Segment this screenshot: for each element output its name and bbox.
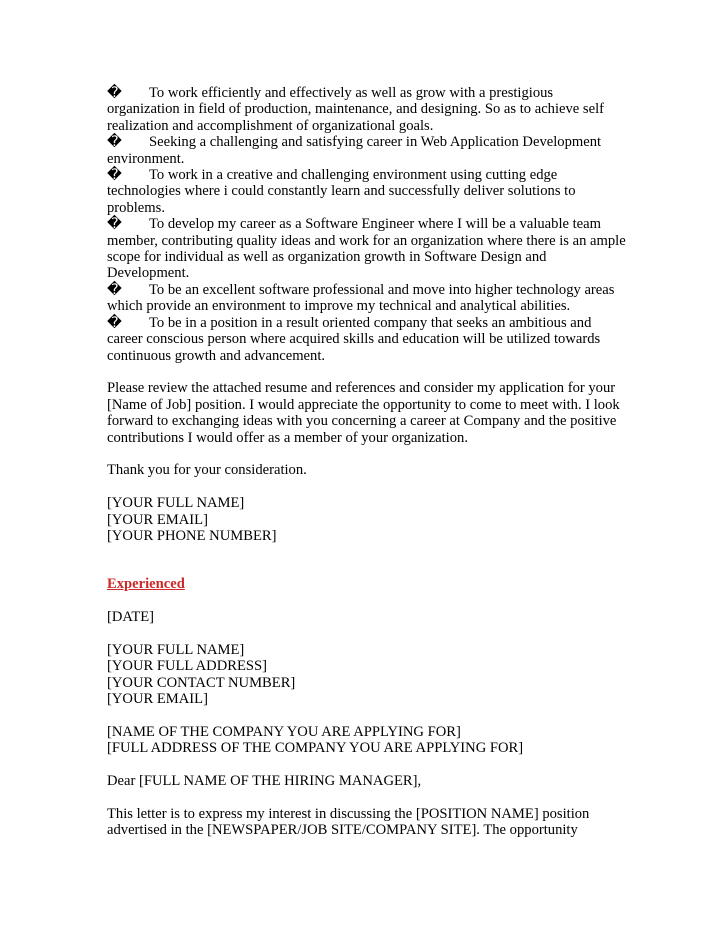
- bullet-glyph-icon: �: [107, 134, 122, 151]
- bullet-glyph-icon: �: [107, 314, 122, 331]
- objective-text: To develop my career as a Software Engineer where I will be a valuable team member, contributing quality ideas and work for an organization where there is an ample scope for individual as well as organization growth in Software Design and Development.: [107, 216, 626, 282]
- objective-item: [107, 85, 627, 134]
- objectives-list: [107, 85, 627, 364]
- objective-item: [107, 216, 627, 282]
- objective-text: To be an excellent software professional and move into higher technology areas which provide an environment to improve my technical and analytical abilities.: [107, 281, 615, 315]
- sender-name: [YOUR FULL NAME]: [107, 641, 245, 658]
- objective-text: To work efficiently and effectively as well as grow with a prestigious organization in field of production, maintenance, and designing. So as to achieve self realization and accomplishment of organizational goals.: [107, 85, 604, 134]
- bullet-glyph-icon: �: [107, 216, 122, 233]
- objective-text: Seeking a challenging and satisfying career in Web Application Development environment.: [107, 134, 602, 167]
- experienced-heading: Experienced: [107, 576, 185, 593]
- objective-item: [107, 282, 627, 315]
- recipient-block: [107, 724, 627, 757]
- thanks-line: Thank you for your consideration.: [107, 462, 307, 479]
- objective-text: To work in a creative and challenging environment using cutting edge technologies where i could constantly learn and successfully deliver solutions to problems.: [107, 167, 576, 216]
- date-line: [DATE]: [107, 609, 155, 626]
- sender-email: [YOUR EMAIL]: [107, 691, 208, 708]
- recipient-company: [NAME OF THE COMPANY YOU ARE APPLYING FOR]: [107, 723, 461, 740]
- signature-block: [107, 495, 627, 544]
- objective-item: [107, 134, 627, 167]
- document-body: [107, 85, 627, 839]
- intro-paragraph: This letter is to express my interest in discussing the [POSITION NAME] position advertised in the [NEWSPAPER/JOB SITE/COMPANY SITE]. The opportunity: [107, 805, 590, 839]
- signature-phone: [YOUR PHONE NUMBER]: [107, 527, 277, 544]
- salutation: Dear [FULL NAME OF THE HIRING MANAGER],: [107, 773, 422, 790]
- objective-item: [107, 315, 627, 364]
- sender-contact: [YOUR CONTACT NUMBER]: [107, 674, 296, 691]
- sender-block: [107, 642, 627, 708]
- sender-address: [YOUR FULL ADDRESS]: [107, 658, 268, 675]
- objective-text: To be in a position in a result oriented company that seeks an ambitious and career conscious person where acquired skills and education will be utilized towards continuous growth and advancement.: [107, 314, 601, 364]
- objective-item: [107, 167, 627, 216]
- review-paragraph: Please review the attached resume and references and consider my application for your [Name of Job] position. I would appreciate the opportunity to come to meet with. I look forward to exchanging ideas with you concerning a career at Company and the positive contributions I would offer as a member of your organization.: [107, 380, 620, 446]
- signature-name: [YOUR FULL NAME]: [107, 495, 245, 512]
- bullet-glyph-icon: �: [107, 281, 122, 298]
- recipient-address: [FULL ADDRESS OF THE COMPANY YOU ARE APPLYING FOR]: [107, 740, 524, 757]
- bullet-glyph-icon: �: [107, 167, 122, 184]
- bullet-glyph-icon: �: [107, 85, 122, 101]
- signature-email: [YOUR EMAIL]: [107, 511, 208, 528]
